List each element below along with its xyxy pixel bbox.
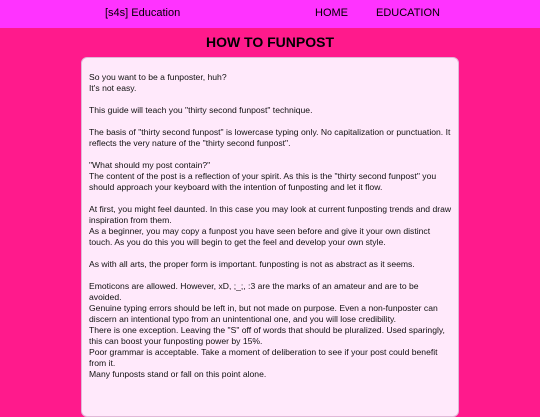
- paragraph-line: It's not easy.: [89, 83, 137, 93]
- paragraph-line: As a beginner, you may copy a funpost you have seen before and give it your own distinct touch. As you do this you will begin to get the feel and develop your own style.: [89, 226, 431, 247]
- article-paragraph: [89, 281, 452, 380]
- paragraph-line: The basis of "thirty second funpost" is lowercase typing only. No capitalization or punctuation. It reflects the very nature of the "thirty second funpost".: [89, 127, 451, 148]
- article-paragraph: [89, 204, 452, 248]
- paragraph-line: The content of the post is a reflection of your spirit. As this is the "thirty second funpost" you should approach your keyboard with the intention of funposting and let it flow.: [89, 171, 437, 192]
- paragraph-line: So you want to be a funposter, huh?: [89, 72, 227, 82]
- paragraph-line: There is one exception. Leaving the "S" off of words that should be pluralized. Used sparingly, this can boost your funposting power by 15%.: [89, 325, 445, 346]
- article-paragraph: [89, 259, 452, 270]
- paragraph-line: Emoticons are allowed. However, xD, ;_;, :3 are the marks of an amateur and are to be avoided.: [89, 281, 419, 302]
- brand-link[interactable]: [s4s] Education: [105, 7, 181, 19]
- article-paragraph: [89, 127, 452, 149]
- paragraph-line: Poor grammar is acceptable. Take a moment of deliberation to see if your post could benefit from it.: [89, 347, 438, 368]
- paragraph-line: "What should my post contain?": [89, 160, 211, 170]
- paragraph-line: At first, you might feel daunted. In this case you may look at current funposting trends and draw inspiration from them.: [89, 204, 452, 225]
- nav-link-education[interactable]: EDUCATION: [376, 7, 440, 19]
- article-card: [81, 57, 459, 417]
- paragraph-line: As with all arts, the proper form is important. funposting is not as abstract as it seems.: [89, 259, 415, 269]
- nav-bar: [0, 0, 540, 28]
- page-title: HOW TO FUNPOST: [205, 34, 335, 50]
- nav-link-home[interactable]: HOME: [315, 7, 348, 19]
- paragraph-line: This guide will teach you "thirty second funpost" technique.: [89, 105, 313, 115]
- paragraph-line: Genuine typing errors should be left in, but not made on purpose. Even a non-funposter can discern an intentional typo from an unintentional one, and you will lose credibility.: [89, 303, 438, 324]
- paragraph-line: Many funposts stand or fall on this point alone.: [89, 369, 267, 379]
- article-paragraph: [89, 105, 452, 116]
- article-paragraph: [89, 72, 452, 94]
- article-paragraph: [89, 160, 452, 193]
